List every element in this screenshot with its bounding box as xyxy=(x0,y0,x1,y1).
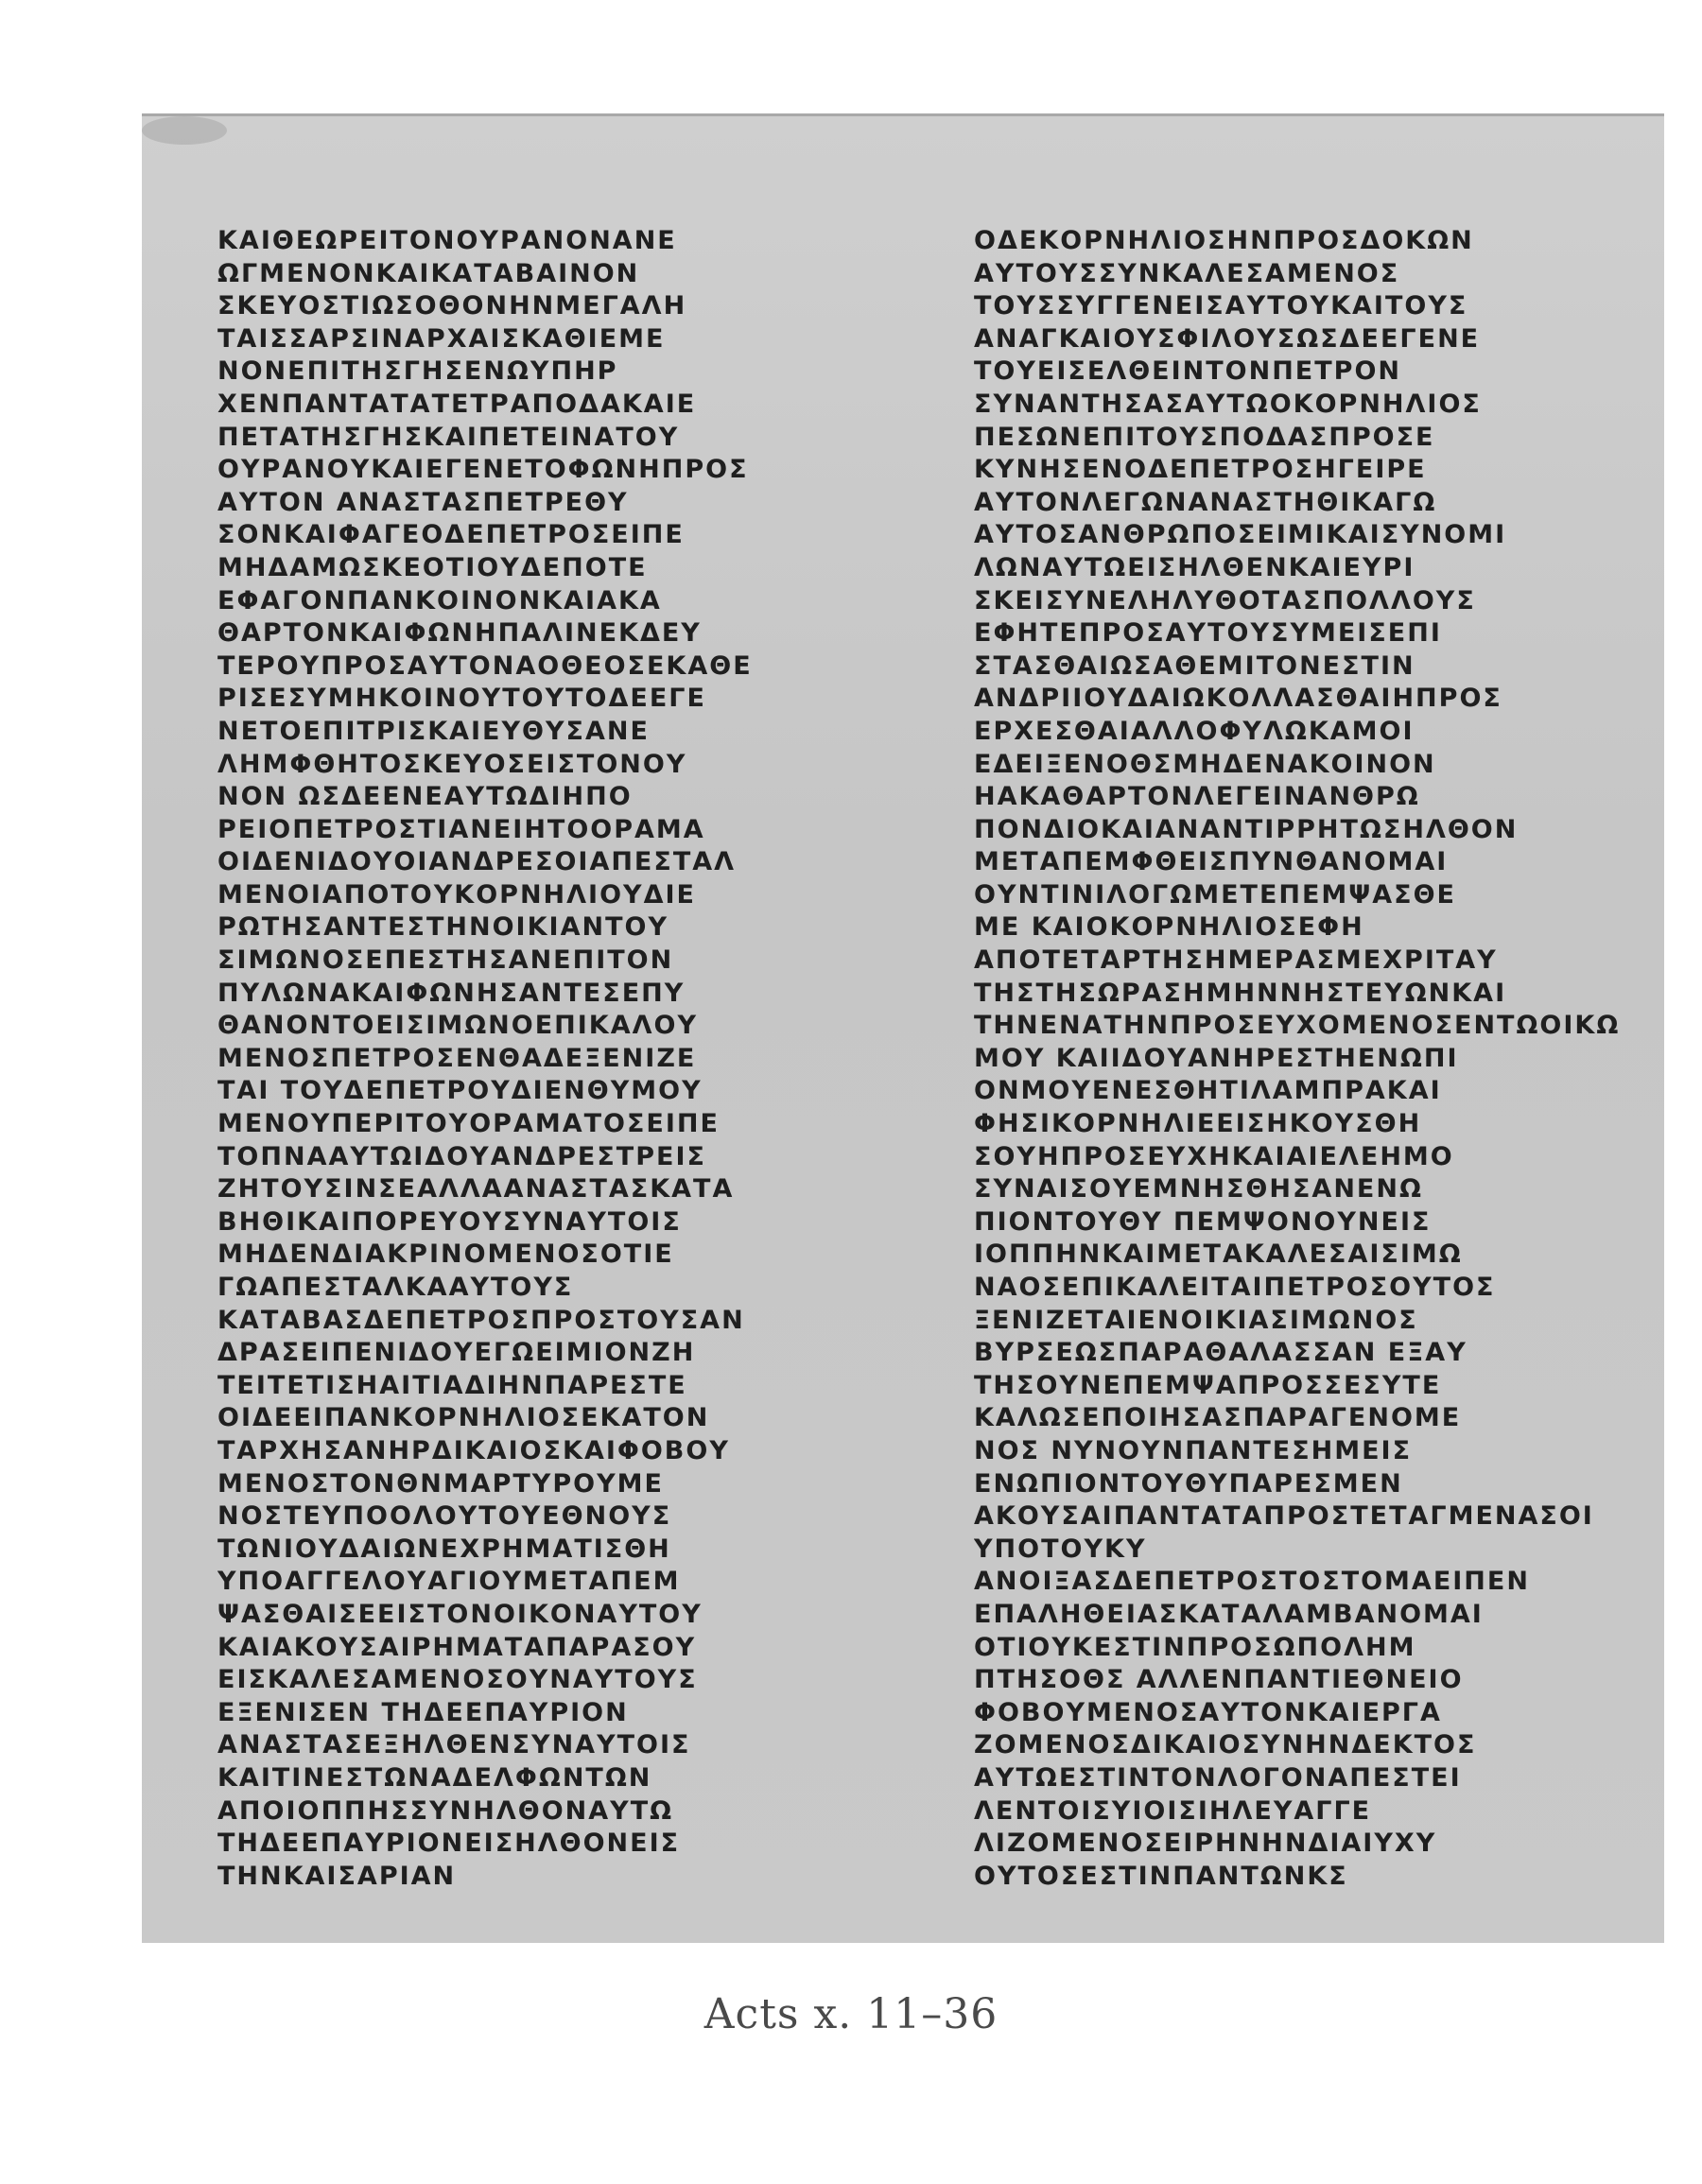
manuscript-line: ΚΑΤΑΒΑΣΔΕΠΕΤΡΟΣΠΡΟΣΤΟΥΣΑΝ xyxy=(217,1305,745,1335)
manuscript-line: ΜΕΝΟΣΠΕΤΡΟΣΕΝΘΑΔΕΞΕΝΙΖΕ xyxy=(217,1043,697,1073)
manuscript-line: ΛΗΜΦΘΗΤΟΣΚΕΥΟΣΕΙΣΤΟΝΟΥ xyxy=(217,749,687,779)
manuscript-line: ΙΟΠΠΗΝΚΑΙΜΕΤΑΚΑΛΕΣΑΙΣΙΜΩ xyxy=(974,1239,1463,1270)
manuscript-line: ΡΕΙΟΠΕΤΡΟΣΤΙΑΝΕΙΗΤΟΟΡΑΜΑ xyxy=(217,814,705,844)
manuscript-line: ΜΕΤΑΠΕΜΦΘΕΙΣΠΥΝΘΑΝΟΜΑΙ xyxy=(974,847,1449,877)
manuscript-line: ΡΩΤΗΣΑΝΤΕΣΤΗΝΟΙΚΙΑΝΤΟΥ xyxy=(217,912,669,943)
manuscript-line: ΚΑΙΘΕΩΡΕΙΤΟΝΟΥΡΑΝΟΝΑΝΕ xyxy=(217,226,677,255)
manuscript-line: ΤΟΠΝΑΑΥΤΩΙΔΟΥΑΝΔΡΕΣΤΡΕΙΣ xyxy=(217,1141,706,1171)
manuscript-line: ΚΑΙΑΚΟΥΣΑΙΡΗΜΑΤΑΠΑΡΑΣΟΥ xyxy=(217,1632,697,1662)
manuscript-line: ΟΤΙΟΥΚΕΣΤΙΝΠΡΟΣΩΠΟΛΗΜ xyxy=(974,1632,1416,1662)
manuscript-line: ΧΕΝΠΑΝΤΑΤΑΤΕΤΡΑΠΟΔΑΚΑΙΕ xyxy=(217,389,697,419)
manuscript-line: ΣΚΕΥΟΣΤΙΩΣΟΘΟΝΗΝΜΕΓΑΛΗ xyxy=(217,291,687,321)
manuscript-line: ΕΡΧΕΣΘΑΙΑΛΛΟΦΥΛΩΚΑΜΟΙ xyxy=(974,716,1415,746)
manuscript-line: ΟΥΤΟΣΕΣΤΙΝΠΑΝΤΩΝΚΣ xyxy=(974,1861,1348,1891)
manuscript-line: ΕΦΑΓΟΝΠΑΝΚΟΙΝΟΝΚΑΙΑΚΑ xyxy=(217,585,662,615)
manuscript-line: ΕΝΩΠΙΟΝΤΟΥΘΥΠΑΡΕΣΜΕΝ xyxy=(974,1468,1403,1499)
manuscript-line: ΤΗΣΤΗΣΩΡΑΣΗΜΗΝΝΗΣΤΕΥΩΝΚΑΙ xyxy=(974,978,1507,1008)
manuscript-line: ΗΑΚΑΘΑΡΤΟΝΛΕΓΕΙΝΑΝΘΡΩ xyxy=(974,782,1420,812)
manuscript-line: ΓΩΑΠΕΣΤΑΛΚΑΑΥΤΟΥΣ xyxy=(217,1273,574,1302)
manuscript-line: ΝΑΟΣΕΠΙΚΑΛΕΙΤΑΙΠΕΤΡΟΣΟΥΤΟΣ xyxy=(974,1273,1496,1302)
manuscript-line: ΣΚΕΙΣΥΝΕΛΗΛΥΘΟΤΑΣΠΟΛΛΟΥΣ xyxy=(974,585,1476,615)
manuscript-line: ΣΥΝΑΝΤΗΣΑΣΑΥΤΩΟΚΟΡΝΗΛΙΟΣ xyxy=(974,389,1482,419)
manuscript-line: ΒΗΘΙΚΑΙΠΟΡΕΥΟΥΣΥΝΑΥΤΟΙΣ xyxy=(217,1206,682,1237)
manuscript-line: ΚΑΙΤΙΝΕΣΤΩΝΑΔΕΛΦΩΝΤΩΝ xyxy=(217,1762,652,1793)
manuscript-line: ΥΠΟΤΟΥΚΥ xyxy=(974,1534,1147,1564)
manuscript-line: ΠΥΛΩΝΑΚΑΙΦΩΝΗΣΑΝΤΕΣΕΠΥ xyxy=(217,978,686,1008)
manuscript-line: ΞΕΝΙΖΕΤΑΙΕΝΟΙΚΙΑΣΙΜΩΝΟΣ xyxy=(974,1305,1418,1335)
manuscript-line: ΤΟΥΣΣΥΓΓΕΝΕΙΣΑΥΤΟΥΚΑΙΤΟΥΣ xyxy=(974,291,1468,321)
manuscript-line: ΑΥΤΩΕΣΤΙΝΤΟΝΛΟΓΟΝΑΠΕΣΤΕΙ xyxy=(974,1762,1462,1793)
manuscript-line: ΑΥΤΟΥΣΣΥΝΚΑΛΕΣΑΜΕΝΟΣ xyxy=(974,258,1400,288)
manuscript-line: ΥΠΟΑΓΓΕΛΟΥΑΓΙΟΥΜΕΤΑΠΕΜ xyxy=(217,1567,681,1597)
manuscript-line: ΑΝΑΣΤΑΣΕΞΗΛΘΕΝΣΥΝΑΥΤΟΙΣ xyxy=(217,1730,691,1760)
manuscript-line: ΛΕΝΤΟΙΣΥΙΟΙΣΙΗΛΕΥΑΓΓΕ xyxy=(974,1795,1372,1826)
manuscript-line: ΑΠΟΤΕΤΑΡΤΗΣΗΜΕΡΑΣΜΕΧΡΙΤΑΥ xyxy=(974,945,1498,976)
manuscript-line: ΤΟΥΕΙΣΕΛΘΕΙΝΤΟΝΠΕΤΡΟΝ xyxy=(974,356,1401,387)
manuscript-line: ΘΑΡΤΟΝΚΑΙΦΩΝΗΠΑΛΙΝΕΚΔΕΥ xyxy=(217,618,702,649)
left-text-column xyxy=(217,225,936,1893)
manuscript-line: ΣΙΜΩΝΟΣΕΠΕΣΤΗΣΑΝΕΠΙΤΟΝ xyxy=(217,945,674,976)
manuscript-line: ΑΥΤΟΝ ΑΝΑΣΤΑΣΠΕΤΡΕΘΥ xyxy=(217,487,629,517)
manuscript-line: ΤΑΡΧΗΣΑΝΗΡΔΙΚΑΙΟΣΚΑΙΦΟΒΟΥ xyxy=(217,1435,730,1465)
manuscript-line: ΟΙΔΕΝΙΔΟΥΟΙΑΝΔΡΕΣΟΙΑΠΕΣΤΑΛ xyxy=(217,847,737,877)
manuscript-line: ΤΑΙ ΤΟΥΔΕΠΕΤΡΟΥΔΙΕΝΘΥΜΟΥ xyxy=(217,1076,703,1106)
manuscript-line: ΑΝΔΡΙΙΟΥΔΑΙΩΚΟΛΛΑΣΘΑΙΗΠΡΟΣ xyxy=(974,684,1502,714)
manuscript-line: ΕΙΣΚΑΛΕΣΑΜΕΝΟΣΟΥΝΑΥΤΟΥΣ xyxy=(217,1665,698,1695)
manuscript-line: ΣΤΑΣΘΑΙΩΣΑΘΕΜΙΤΟΝΕΣΤΙΝ xyxy=(974,650,1415,681)
plate-stain xyxy=(142,116,227,145)
manuscript-line: ΜΕΝΟΣΤΟΝΘΝΜΑΡΤΥΡΟΥΜΕ xyxy=(217,1468,664,1499)
manuscript-line: ΜΕ ΚΑΙΟΚΟΡΝΗΛΙΟΣΕΦΗ xyxy=(974,912,1364,943)
manuscript-line: ΖΗΤΟΥΣΙΝΣΕΑΛΛΑΑΝΑΣΤΑΣΚΑΤΑ xyxy=(217,1174,735,1205)
manuscript-line: ΨΑΣΘΑΙΣΕΕΙΣΤΟΝΟΙΚΟΝΑΥΤΟΥ xyxy=(217,1599,703,1629)
manuscript-line: ΑΚΟΥΣΑΙΠΑΝΤΑΤΑΠΡΟΣΤΕΤΑΓΜΕΝΑΣΟΙ xyxy=(974,1501,1594,1532)
manuscript-line: ΟΥΝΤΙΝΙΛΟΓΩΜΕΤΕΠΕΜΨΑΣΘΕ xyxy=(974,879,1456,910)
manuscript-line: ΤΑΙΣΣΑΡΣΙΝΑΡΧΑΙΣΚΑΘΙΕΜΕ xyxy=(217,323,666,354)
manuscript-line: ΤΩΝΙΟΥΔΑΙΩΝΕΧΡΗΜΑΤΙΣΘΗ xyxy=(217,1534,671,1564)
manuscript-line: ΠΕΣΩΝΕΠΙΤΟΥΣΠΟΔΑΣΠΡΟΣΕ xyxy=(974,422,1435,452)
manuscript-line: ΤΕΡΟΥΠΡΟΣΑΥΤΟΝΑΟΘΕΟΣΕΚΑΘΕ xyxy=(217,650,753,681)
manuscript-line: ΑΥΤΟΣΑΝΘΡΩΠΟΣΕΙΜΙΚΑΙΣΥΝΟΜΙ xyxy=(974,520,1507,550)
manuscript-line: ΝΟΝΕΠΙΤΗΣΓΗΣΕΝΩΥΠΗΡ xyxy=(217,356,618,387)
manuscript-plate xyxy=(142,113,1664,1943)
manuscript-line: ΤΗΝΚΑΙΣΑΡΙΑΝ xyxy=(217,1861,457,1891)
manuscript-line: ΑΝΟΙΞΑΣΔΕΠΕΤΡΟΣΤΟΣΤΟΜΑΕΙΠΕΝ xyxy=(974,1567,1530,1597)
manuscript-line: ΝΟΣ ΝΥΝΟΥΝΠΑΝΤΕΣΗΜΕΙΣ xyxy=(974,1435,1413,1465)
manuscript-line: ΔΡΑΣΕΙΠΕΝΙΔΟΥΕΓΩΕΙΜΙΟΝΖΗ xyxy=(217,1338,696,1368)
manuscript-line: ΣΥΝΑΙΣΟΥΕΜΝΗΣΘΗΣΑΝΕΝΩ xyxy=(974,1174,1423,1205)
manuscript-line: ΜΕΝΟΙΑΠΟΤΟΥΚΟΡΝΗΛΙΟΥΔΙΕ xyxy=(217,879,696,910)
manuscript-line: ΤΗΣΟΥΝΕΠΕΜΨΑΠΡΟΣΣΕΣΥΤΕ xyxy=(974,1370,1442,1400)
page-caption: Acts x. 11–36 xyxy=(703,1990,999,2038)
manuscript-line: ΟΝΜΟΥΕΝΕΣΘΗΤΙΛΑΜΠΡΑΚΑΙ xyxy=(974,1076,1442,1106)
manuscript-line: ΕΦΗΤΕΠΡΟΣΑΥΤΟΥΣΥΜΕΙΣΕΠΙ xyxy=(974,618,1442,649)
manuscript-line: ΑΝΑΓΚΑΙΟΥΣΦΙΛΟΥΣΩΣΔΕΕΓΕΝΕ xyxy=(974,323,1481,354)
manuscript-line: ΤΗΝΕΝΑΤΗΝΠΡΟΣΕΥΧΟΜΕΝΟΣΕΝΤΩΟΙΚΩ xyxy=(974,1011,1621,1041)
manuscript-line: ΑΠΟΙΟΠΠΗΣΣΥΝΗΛΘΟΝΑΥΤΩ xyxy=(217,1795,674,1826)
manuscript-line: ΜΕΝΟΥΠΕΡΙΤΟΥΟΡΑΜΑΤΟΣΕΙΠΕ xyxy=(217,1109,720,1139)
manuscript-line: ΣΟΥΗΠΡΟΣΕΥΧΗΚΑΙΑΙΕΛΕΗΜΟ xyxy=(974,1141,1454,1171)
manuscript-line: ΟΙΔΕΕΙΠΑΝΚΟΡΝΗΛΙΟΣΕΚΑΤΟΝ xyxy=(217,1403,710,1433)
manuscript-line: ΚΑΛΩΣΕΠΟΙΗΣΑΣΠΑΡΑΓΕΝΟΜΕ xyxy=(974,1403,1462,1433)
manuscript-line: ΤΗΔΕΕΠΑΥΡΙΟΝΕΙΣΗΛΘΟΝΕΙΣ xyxy=(217,1829,681,1859)
manuscript-line: ΟΔΕΚΟΡΝΗΛΙΟΣΗΝΠΡΟΣΔΟΚΩΝ xyxy=(974,226,1474,255)
right-text-column xyxy=(974,225,1664,1893)
manuscript-line: ΛΙΖΟΜΕΝΟΣΕΙΡΗΝΗΝΔΙΑΙΥΧΥ xyxy=(974,1829,1437,1859)
manuscript-line: ΝΟΣΤΕΥΠΟΟΛΟΥΤΟΥΕΘΝΟΥΣ xyxy=(217,1501,672,1532)
manuscript-line: ΦΟΒΟΥΜΕΝΟΣΑΥΤΟΝΚΑΙΕΡΓΑ xyxy=(974,1697,1442,1727)
manuscript-line: ΠΕΤΑΤΗΣΓΗΣΚΑΙΠΕΤΕΙΝΑΤΟΥ xyxy=(217,422,680,452)
manuscript-line: ΜΗΔΕΝΔΙΑΚΡΙΝΟΜΕΝΟΣΟΤΙΕ xyxy=(217,1239,674,1270)
manuscript-line: ΟΥΡΑΝΟΥΚΑΙΕΓΕΝΕΤΟΦΩΝΗΠΡΟΣ xyxy=(217,455,749,485)
manuscript-line: ΘΑΝΟΝΤΟΕΙΣΙΜΩΝΟΕΠΙΚΑΛΟΥ xyxy=(217,1011,699,1041)
manuscript-line: ΕΔΕΙΞΕΝΟΘΣΜΗΔΕΝΑΚΟΙΝΟΝ xyxy=(974,749,1436,779)
manuscript-line: ΑΥΤΟΝΛΕΓΩΝΑΝΑΣΤΗΘΙΚΑΓΩ xyxy=(974,487,1437,517)
manuscript-line: ΠΤΗΣΟΘΣ ΑΛΛΕΝΠΑΝΤΙΕΘΝΕΙΟ xyxy=(974,1665,1464,1695)
manuscript-line: ΚΥΝΗΣΕΝΟΔΕΠΕΤΡΟΣΗΓΕΙΡΕ xyxy=(974,455,1427,485)
manuscript-line: ΕΠΑΛΗΘΕΙΑΣΚΑΤΑΛΑΜΒΑΝΟΜΑΙ xyxy=(974,1599,1484,1629)
manuscript-line: ΠΟΝΔΙΟΚΑΙΑΝΑΝΤΙΡΡΗΤΩΣΗΛΘΟΝ xyxy=(974,814,1519,844)
manuscript-line: ΣΟΝΚΑΙΦΑΓΕΟΔΕΠΕΤΡΟΣΕΙΠΕ xyxy=(217,520,685,550)
manuscript-line: ΜΗΔΑΜΩΣΚΕΟΤΙΟΥΔΕΠΟΤΕ xyxy=(217,552,648,582)
manuscript-line: ΛΩΝΑΥΤΩΕΙΣΗΛΘΕΝΚΑΙΕΥΡΙ xyxy=(974,552,1415,582)
manuscript-line: ΝΕΤΟΕΠΙΤΡΙΣΚΑΙΕΥΘΥΣΑΝΕ xyxy=(217,716,650,746)
manuscript-line: ΩΓΜΕΝΟΝΚΑΙΚΑΤΑΒΑΙΝΟΝ xyxy=(217,258,640,288)
manuscript-line: ΜΟΥ ΚΑΙΙΔΟΥΑΝΗΡΕΣΤΗΕΝΩΠΙ xyxy=(974,1043,1459,1073)
manuscript-line: ΕΞΕΝΙΣΕΝ ΤΗΔΕΕΠΑΥΡΙΟΝ xyxy=(217,1697,629,1727)
manuscript-line: ΝΟΝ ΩΣΔΕΕΝΕΑΥΤΩΔΙΗΠΟ xyxy=(217,782,633,812)
manuscript-line: ΖΟΜΕΝΟΣΔΙΚΑΙΟΣΥΝΗΝΔΕΚΤΟΣ xyxy=(974,1730,1477,1760)
manuscript-line: ΤΕΙΤΕΤΙΣΗΑΙΤΙΑΔΙΗΝΠΑΡΕΣΤΕ xyxy=(217,1370,687,1400)
manuscript-line: ΦΗΣΙΚΟΡΝΗΛΙΕΕΙΣΗΚΟΥΣΘΗ xyxy=(974,1109,1422,1139)
manuscript-line: ΠΙΟΝΤΟΥΘΥ ΠΕΜΨΟΝΟΥΝΕΙΣ xyxy=(974,1206,1432,1237)
manuscript-line: ΡΙΣΕΣΥΜΗΚΟΙΝΟΥΤΟΥΤΟΔΕΕΓΕ xyxy=(217,684,706,714)
manuscript-line: ΒΥΡΣΕΩΣΠΑΡΑΘΑΛΑΣΣΑΝ ΕΞΑΥ xyxy=(974,1338,1468,1368)
